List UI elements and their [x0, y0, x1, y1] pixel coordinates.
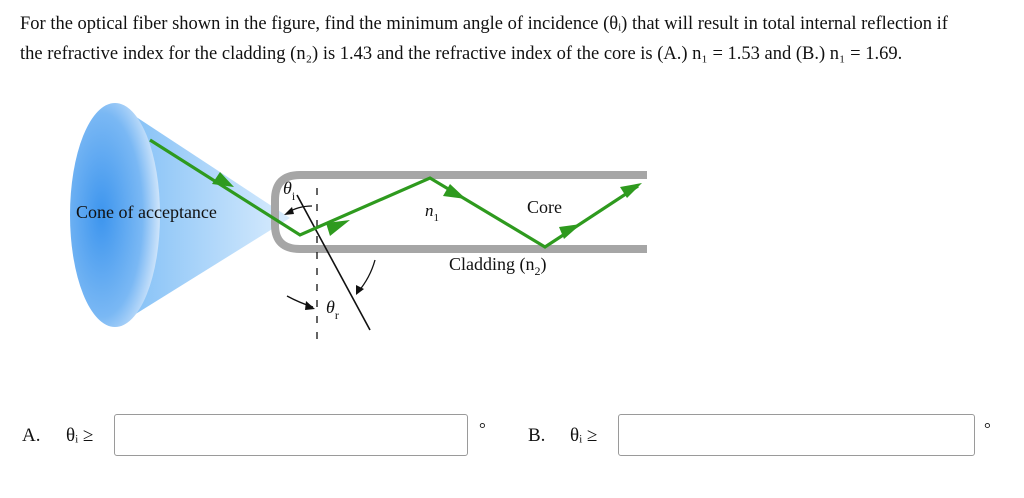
answer-b-degree-unit: °	[984, 419, 991, 438]
answer-a-expression: θᵢ ≥	[66, 425, 94, 446]
theta-r-label: $\theta_r$	[326, 297, 339, 322]
fiber-cladding	[275, 175, 647, 249]
n1-label: $n_1$	[425, 201, 439, 224]
cone-of-acceptance-label: Cone of acceptance	[76, 202, 217, 222]
answer-a-input[interactable]	[114, 414, 468, 456]
answer-a-label: A.	[22, 425, 41, 446]
reflection-angle-arc	[358, 260, 375, 292]
answer-b-expression: θᵢ ≥	[570, 425, 598, 446]
question-line-2: the refractive index for the cladding (n₂) is 1.43 and the refractive index of the core is (A.) n₁ = 1.53 and (B.) n₁ = 1.69.	[20, 44, 903, 64]
answer-a-degree-unit: °	[479, 419, 486, 438]
refraction-arc-arrow-icon	[305, 301, 315, 310]
theta-i-label: $\theta_i$	[283, 178, 296, 203]
incidence-arc-arrow-icon	[284, 207, 294, 215]
answer-b-input[interactable]	[618, 414, 975, 456]
answer-b-label: B.	[528, 425, 546, 446]
cladding-label: Cladding $(n_2)$	[449, 254, 547, 278]
question-line-1: For the optical fiber shown in the figure, find the minimum angle of incidence (θᵢ) that will result in total internal reflection if	[20, 14, 948, 34]
core-label: Core	[527, 197, 562, 217]
answer-row	[0, 413, 1024, 459]
